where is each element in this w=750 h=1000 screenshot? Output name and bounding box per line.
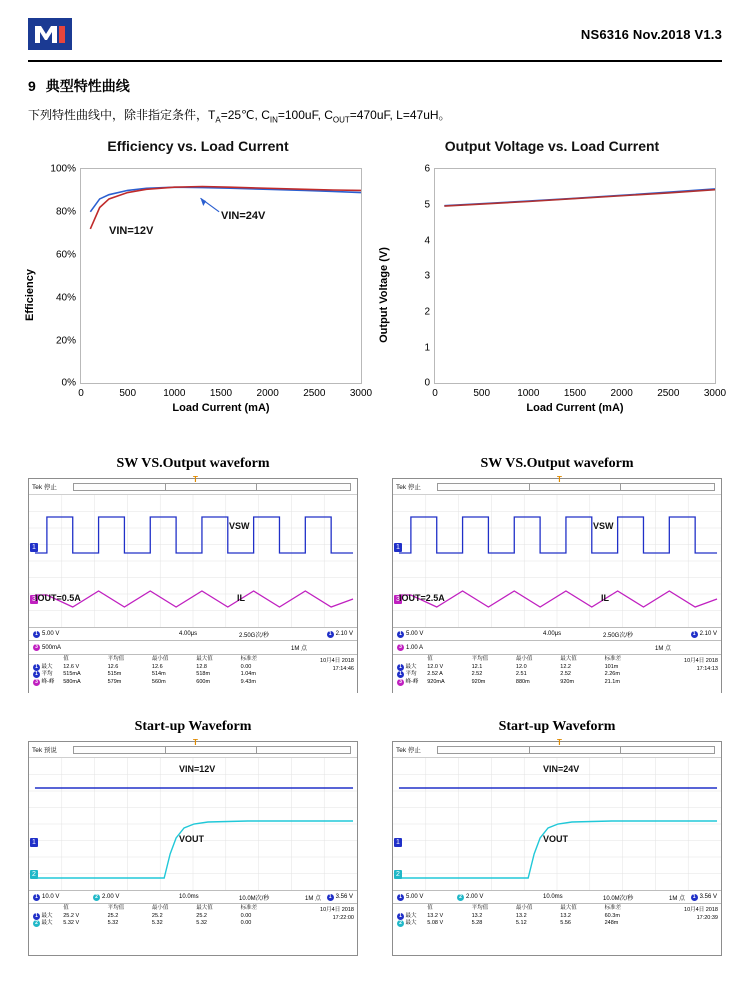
ytick: 80%: [55, 206, 76, 218]
meas-name: 最大: [41, 663, 53, 670]
ch3-dot-icon: 3: [33, 679, 40, 686]
meas-cell: 600m: [196, 678, 211, 685]
scope-settings-bar: [393, 627, 721, 641]
meas-col-5: 标准差: [604, 656, 622, 663]
scope-title: Start-up Waveform: [498, 719, 616, 735]
xtick: 2000: [610, 388, 633, 400]
setting-trigger-level: 3.56 V: [699, 894, 717, 901]
meas-cell: 5.32: [151, 920, 163, 927]
meas-cell: 13.2: [515, 912, 527, 919]
chart-plot-area: [424, 163, 727, 400]
section-title: 典型特性曲线: [45, 78, 130, 94]
meas-cell: 12.6: [107, 663, 119, 670]
setting-ch1: 5.00 V: [406, 631, 424, 638]
scope-topbar: [29, 738, 357, 758]
setting-ch2: 2.00 V: [102, 894, 120, 901]
meas-col-0: [31, 905, 61, 913]
channel-1-marker-icon: 1: [396, 544, 400, 552]
meas-cell: 5.32: [107, 920, 119, 927]
xtick: 2500: [303, 388, 326, 400]
scope-settings-bar-2: [393, 641, 721, 655]
meas-cell: 880m: [515, 678, 530, 685]
setting-samplerate: 2.50G次/秒: [239, 632, 270, 639]
setting-ch1: 5.00 V: [42, 631, 60, 638]
meas-row: [395, 913, 647, 921]
scope-run-state: Tek 停止: [32, 484, 57, 492]
desc-part-1: 下列特性曲线中，除非指定条件，T: [28, 108, 216, 122]
xtick: 3000: [349, 388, 373, 400]
meas-row: [395, 679, 647, 687]
setting-samplerate: 10.0M次/秒: [239, 895, 270, 902]
scope-time: 17:22:00: [332, 915, 354, 922]
page-header: [28, 0, 722, 56]
setting-trigger-level: 2.10 V: [335, 631, 353, 638]
scope-date: 10月4日 2018: [320, 658, 354, 665]
ytick: 2: [424, 306, 430, 318]
scope-date: 10月4日 2018: [684, 658, 718, 665]
setting-samplerate: 2.50G次/秒: [603, 632, 634, 639]
meas-cell: 25.2: [107, 912, 119, 919]
trigger-marker-icon: T: [193, 475, 198, 485]
meas-cell: 560m: [151, 678, 166, 685]
meas-cell: 2.52: [471, 671, 483, 678]
meas-col-0: [395, 905, 425, 913]
chart-ylabel: Output Voltage (V): [378, 247, 390, 344]
section-description: [28, 106, 722, 124]
meas-col-3: 最小值: [151, 905, 169, 912]
meas-cell: 13.2: [471, 912, 483, 919]
chart-series-svg: [435, 169, 715, 383]
wave-label-vout: VOUT: [179, 834, 205, 845]
setting-ch1: 5.00 V: [406, 894, 424, 901]
scope-date: 10月4日 2018: [684, 907, 718, 914]
meas-row: [395, 920, 647, 928]
scope-time: 17:14:13: [696, 666, 718, 673]
scope-title: SW VS.Output waveform: [480, 456, 634, 472]
meas-cell: 920m: [471, 678, 486, 685]
channel-3-marker-icon: 3: [396, 596, 400, 604]
trigger-dot-icon: 1: [327, 631, 334, 638]
setting-points: 1M 点: [655, 646, 672, 653]
meas-row: [31, 920, 283, 928]
xtick: 3000: [703, 388, 727, 400]
header-divider: [28, 60, 722, 62]
scope-date: 10月4日 2018: [320, 907, 354, 914]
scope-block-startup-vin24: [392, 719, 722, 956]
meas-cell: 9.43m: [240, 678, 256, 685]
trigger-dot-icon: 1: [691, 894, 698, 901]
meas-col-5: 标准差: [604, 905, 622, 912]
scope-settings-bar: [29, 890, 357, 904]
desc-sub-ta: A: [215, 115, 221, 125]
desc-part-2: =25℃, C: [220, 108, 270, 122]
chart-series-svg: [81, 169, 361, 383]
ch3-dot-icon: 3: [397, 679, 404, 686]
meas-name: 最大: [405, 920, 417, 927]
meas-row: [395, 671, 647, 679]
meas-col-2: 平均值: [471, 656, 489, 663]
chart-plot-area: [50, 163, 373, 400]
meas-cell: 514m: [151, 671, 166, 678]
section-heading: [28, 76, 722, 96]
meas-cell: 60.3m: [604, 912, 620, 919]
ytick: 0: [424, 377, 430, 389]
ytick: 5: [424, 199, 430, 211]
meas-cell: 0.00: [240, 663, 252, 670]
ytick: 60%: [55, 249, 76, 261]
channel-2-marker-icon: 2: [396, 871, 400, 879]
ytick: 100%: [50, 163, 76, 175]
meas-col-2: 平均值: [471, 905, 489, 912]
ch1-dot-icon: 1: [397, 631, 404, 638]
xtick: 2000: [256, 388, 279, 400]
meas-cell: 25.2: [196, 912, 207, 919]
meas-cell: 920m: [560, 678, 575, 685]
xtick: 1500: [209, 388, 233, 400]
meas-cell: 12.0 V: [427, 663, 444, 670]
scope-grid: [393, 758, 721, 890]
meas-col-3: 最小值: [151, 656, 169, 663]
scope-topbar: [29, 475, 357, 495]
ch2-dot-icon: 2: [93, 894, 100, 901]
scope-block-iout-0p5a: [28, 456, 358, 693]
ch1-dot-icon: 1: [33, 671, 40, 678]
scope-screenshot: [392, 738, 722, 956]
trigger-marker-icon: T: [557, 475, 562, 485]
meas-cell: 5.56: [560, 920, 571, 927]
chart-xlabel: Load Current (mA): [172, 402, 270, 415]
xtick: 1000: [163, 388, 186, 400]
setting-ch3: 1.00 A: [406, 644, 424, 651]
wave-label-il: IL: [601, 593, 609, 604]
meas-col-5: 标准差: [240, 905, 258, 912]
setting-timebase: 10.0ms: [179, 894, 199, 901]
trigger-marker-icon: T: [557, 738, 562, 748]
scope-screenshot: [28, 475, 358, 693]
condition-label: IOUT=0.5A: [35, 593, 81, 604]
setting-timebase: 4.00μs: [543, 631, 562, 638]
ch1-dot-icon: 1: [397, 664, 404, 671]
meas-cell: 5.32: [196, 920, 207, 927]
meas-col-1: 值: [427, 656, 433, 663]
meas-cell: 2.52: [560, 671, 571, 678]
scope-title: Start-up Waveform: [134, 719, 252, 735]
meas-name: 最大: [41, 920, 53, 927]
setting-points: 1M 点: [669, 895, 686, 902]
chart-efficiency: [24, 138, 373, 430]
meas-cell: 5.28: [471, 920, 483, 927]
scope-grid: [29, 758, 357, 890]
scope-run-state: Tek 停止: [396, 484, 421, 492]
ytick: 3: [424, 270, 430, 282]
scope-run-state: Tek 预说: [32, 747, 57, 755]
meas-cell: 12.6 V: [63, 663, 80, 670]
meas-name: 最大: [405, 912, 417, 919]
chart-annotation-vin12: VIN=12V: [109, 225, 154, 238]
scope-topbar: [393, 475, 721, 495]
charts-row: [24, 138, 727, 430]
scope-record-bar: [437, 483, 715, 491]
wave-label-vsw: VSW: [229, 521, 250, 532]
chart-annotation-vin24: VIN=24V: [221, 210, 266, 223]
meas-cell: 5.12: [515, 920, 527, 927]
scope-timestamp: [320, 906, 354, 922]
meas-cell: 580mA: [63, 678, 81, 685]
ytick: 1: [424, 342, 430, 354]
scope-timestamp: [320, 657, 354, 673]
chart-xlabel: Load Current (mA): [526, 402, 624, 415]
setting-points: 1M 点: [291, 646, 308, 653]
scope-row-switching: [28, 456, 722, 693]
chart-title: Efficiency vs. Load Current: [107, 138, 289, 155]
meas-cell: 0.00: [240, 920, 252, 927]
nanosic-logo-icon: [28, 18, 72, 50]
xtick: 0: [432, 388, 438, 400]
ytick: 4: [424, 235, 430, 247]
trigger-dot-icon: 1: [691, 631, 698, 638]
meas-row: [31, 664, 283, 672]
ch1-dot-icon: 1: [397, 913, 404, 920]
meas-cell: 5.32 V: [63, 920, 80, 927]
wave-label-il: IL: [237, 593, 245, 604]
scope-time: 17:14:46: [332, 666, 354, 673]
meas-col-1: 值: [63, 905, 69, 912]
setting-trigger-level: 2.10 V: [699, 631, 717, 638]
ch2-dot-icon: 2: [397, 920, 404, 927]
scope-settings-bar: [29, 627, 357, 641]
meas-cell: 25.2 V: [63, 912, 80, 919]
wave-label-vsw: VSW: [593, 521, 614, 532]
ytick: 20%: [55, 335, 76, 347]
meas-col-0: [395, 656, 425, 664]
trigger-dot-icon: 1: [327, 894, 334, 901]
setting-points: 1M 点: [305, 895, 322, 902]
meas-cell: 101m: [604, 663, 619, 670]
scope-record-bar: [437, 746, 715, 754]
scope-block-startup-vin12: [28, 719, 358, 956]
xtick: 500: [473, 388, 491, 400]
xtick: 500: [119, 388, 137, 400]
ytick: 40%: [55, 292, 76, 304]
scope-measurements: [393, 655, 721, 705]
meas-cell: 12.0: [515, 663, 527, 670]
meas-col-4: 最大值: [560, 656, 577, 663]
scope-settings-bar-2: [29, 641, 357, 655]
meas-col-5: 标准差: [240, 656, 258, 663]
scope-grid: [393, 495, 721, 627]
meas-cell: 0.00: [240, 912, 252, 919]
desc-sub-cout: OUT: [332, 115, 350, 125]
xtick: 2500: [657, 388, 680, 400]
scope-measurements: [29, 904, 357, 954]
meas-cell: 515mA: [63, 671, 81, 678]
channel-1-marker-icon: 1: [396, 839, 400, 847]
ch2-dot-icon: 2: [457, 894, 464, 901]
meas-col-1: 值: [427, 905, 433, 912]
setting-ch2: 2.00 V: [466, 894, 484, 901]
meas-cell: 579m: [107, 678, 122, 685]
meas-cell: 25.2: [151, 912, 163, 919]
ch1-dot-icon: 1: [397, 671, 404, 678]
meas-col-4: 最大值: [560, 905, 577, 912]
scope-topbar: [393, 738, 721, 758]
channel-1-marker-icon: 1: [32, 839, 36, 847]
meas-cell: 5.08 V: [427, 920, 444, 927]
meas-row: [31, 671, 283, 679]
desc-part-3: =100uF, C: [277, 108, 333, 122]
condition-label: IOUT=2.5A: [399, 593, 445, 604]
meas-row: [31, 913, 283, 921]
meas-col-0: [31, 656, 61, 664]
meas-col-4: 最大值: [196, 656, 213, 663]
xtick: 1500: [563, 388, 587, 400]
wave-label-vin: VIN=12V: [179, 764, 216, 775]
scope-timestamp: [684, 906, 718, 922]
scope-timestamp: [684, 657, 718, 673]
setting-trigger-level: 3.56 V: [335, 894, 353, 901]
scope-row-startup: [28, 719, 722, 956]
meas-cell: 920mA: [427, 678, 445, 685]
doc-title: NS6316 Nov.2018 V1.3: [580, 26, 722, 42]
meas-col-3: 最小值: [515, 656, 533, 663]
desc-sub-cin: IN: [269, 115, 278, 125]
meas-row: [395, 664, 647, 672]
ch2-dot-icon: 2: [33, 920, 40, 927]
wave-label-vout: VOUT: [543, 834, 569, 845]
scope-run-state: Tek 停止: [396, 747, 421, 755]
meas-cell: 2.51: [515, 671, 527, 678]
scope-measurements: [393, 904, 721, 954]
meas-col-2: 平均值: [107, 656, 125, 663]
meas-cell: 21.1m: [604, 678, 620, 685]
ch1-dot-icon: 1: [33, 664, 40, 671]
setting-ch1: 10.0 V: [42, 894, 60, 901]
ytick: 0%: [61, 377, 76, 389]
ch1-dot-icon: 1: [397, 894, 404, 901]
ch1-dot-icon: 1: [33, 894, 40, 901]
ch1-dot-icon: 1: [33, 631, 40, 638]
ch3-dot-icon: 3: [33, 644, 40, 651]
xtick: 0: [78, 388, 84, 400]
setting-timebase: 4.00μs: [179, 631, 198, 638]
ytick: 6: [424, 163, 430, 175]
meas-name: 峰-峰: [405, 678, 419, 685]
meas-col-4: 最大值: [196, 905, 213, 912]
meas-cell: 12.8: [196, 663, 207, 670]
meas-cell: 518m: [196, 671, 211, 678]
chart-ylabel: Efficiency: [24, 269, 36, 322]
meas-name: 平均: [41, 671, 53, 678]
meas-row: [31, 679, 283, 687]
meas-cell: 12.1: [471, 663, 483, 670]
scope-record-bar: [73, 483, 351, 491]
setting-ch3: 500mA: [42, 644, 62, 651]
channel-2-marker-icon: 2: [32, 871, 36, 879]
meas-cell: 13.2: [560, 912, 571, 919]
scope-settings-bar: [393, 890, 721, 904]
scope-title: SW VS.Output waveform: [116, 456, 270, 472]
scope-screenshot: [28, 738, 358, 956]
meas-cell: 248m: [604, 920, 619, 927]
meas-cell: 515m: [107, 671, 122, 678]
setting-timebase: 10.0ms: [543, 894, 563, 901]
scope-time: 17:20:39: [696, 915, 718, 922]
meas-name: 最大: [41, 912, 53, 919]
section-number: 9: [28, 78, 36, 94]
meas-cell: 1.04m: [240, 671, 256, 678]
meas-name: 峰-峰: [41, 678, 55, 685]
meas-cell: 2.52 A: [427, 671, 443, 678]
xtick: 1000: [517, 388, 540, 400]
desc-part-4: =470uF, L=47uH。: [349, 108, 451, 122]
scope-screenshot: [392, 475, 722, 693]
meas-name: 平均: [405, 671, 417, 678]
scope-block-iout-2p5a: [392, 456, 722, 693]
chart-output-voltage: [378, 138, 727, 430]
scope-grid: [29, 495, 357, 627]
meas-name: 最大: [405, 663, 417, 670]
meas-cell: 12.6: [151, 663, 163, 670]
scope-measurements: [29, 655, 357, 705]
meas-cell: 2.26m: [604, 671, 620, 678]
setting-samplerate: 10.0M次/秒: [603, 895, 634, 902]
meas-col-1: 值: [63, 656, 69, 663]
channel-1-marker-icon: 1: [32, 544, 36, 552]
ch1-dot-icon: 1: [33, 913, 40, 920]
meas-cell: 13.2 V: [427, 912, 444, 919]
meas-col-3: 最小值: [515, 905, 533, 912]
wave-label-vin: VIN=24V: [543, 764, 580, 775]
meas-cell: 12.2: [560, 663, 571, 670]
channel-3-marker-icon: 3: [32, 596, 36, 604]
chart-title: Output Voltage vs. Load Current: [444, 138, 660, 155]
ch3-dot-icon: 3: [397, 644, 404, 651]
scope-record-bar: [73, 746, 351, 754]
meas-col-2: 平均值: [107, 905, 125, 912]
trigger-marker-icon: T: [193, 738, 198, 748]
